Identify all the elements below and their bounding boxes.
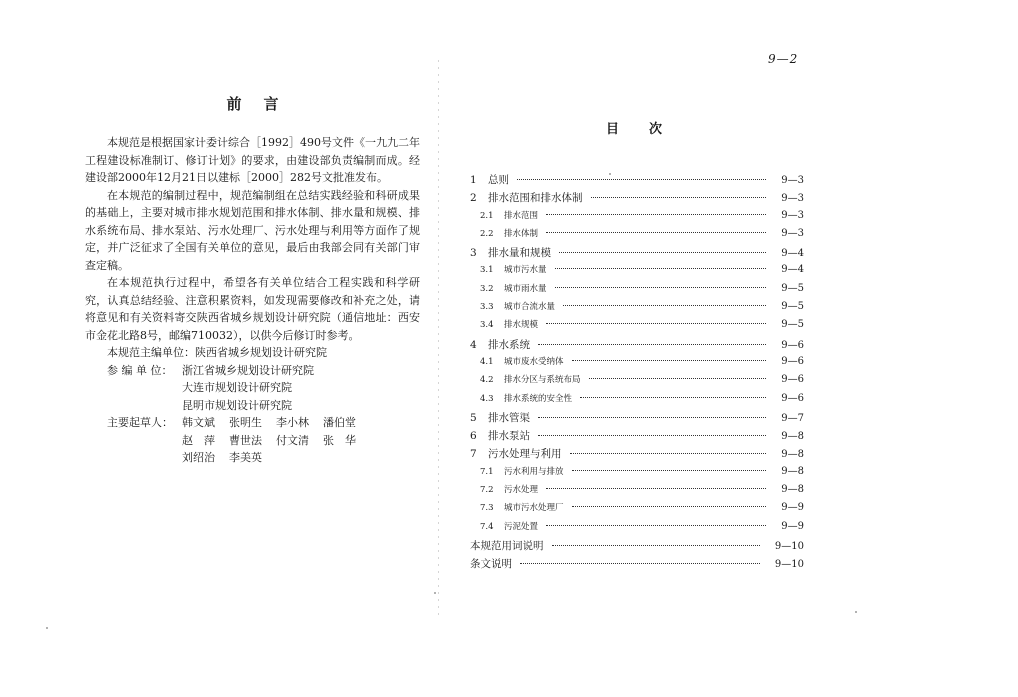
toc-entry-title: 污水处理与利用 xyxy=(488,448,562,461)
toc-entry-page: 9—6 xyxy=(781,339,804,351)
scan-speck xyxy=(46,627,48,629)
toc-entry[interactable] xyxy=(470,538,804,556)
scan-speck xyxy=(855,611,857,613)
toc-entry[interactable] xyxy=(470,446,804,464)
toc-entry-title: 排水范围 xyxy=(504,210,539,221)
toc-entry-title: 排水系统 xyxy=(488,338,530,351)
toc-entry-page: 9—8 xyxy=(781,465,804,477)
toc-leader-dots xyxy=(546,214,766,215)
preface-paragraph: 本规范是根据国家计委计综合［1992］490号文件《一九九二年工程建设标准制订、修订计划》的要求，由建设部负责编制而成。经建设部2000年12月21日以建标［2000］282号文批准发布。 xyxy=(85,136,420,184)
toc-entry-number: 7.4 xyxy=(480,521,494,532)
drafters-row xyxy=(85,414,420,467)
toc-entry-title: 排水泵站 xyxy=(488,430,530,443)
toc-leader-dots xyxy=(572,470,766,471)
toc-leader-dots xyxy=(572,360,766,361)
toc-leader-dots xyxy=(591,197,767,198)
toc-entry-title: 污水利用与排放 xyxy=(504,466,564,477)
credits-block xyxy=(85,362,420,467)
toc-entry[interactable] xyxy=(470,227,804,245)
drafters-label: 主要起草人： xyxy=(107,416,173,429)
toc-entry[interactable] xyxy=(470,282,804,300)
toc-leader-dots xyxy=(572,506,766,507)
toc-entry[interactable] xyxy=(470,337,804,355)
drafter-name: 刘绍治 xyxy=(182,451,215,464)
preface-paragraph: 在本规范执行过程中，希望各有关单位结合工程实践和科学研究，认真总结经验、注意积累资料，如发现需要修改和补充之处，请将意见和有关资料寄交陕西省城乡规划设计研究院（通信地址：西安市金花北路8号，邮编710032），以供今后修订时参考。 xyxy=(85,276,420,342)
toc-entry-page: 9—5 xyxy=(781,282,804,294)
toc-entry[interactable] xyxy=(470,172,804,190)
toc-leader-dots xyxy=(546,488,766,489)
toc-entry-page: 9—5 xyxy=(781,319,804,331)
toc-entry-page: 9—10 xyxy=(774,559,804,571)
drafter-name: 张明生 xyxy=(229,416,262,429)
toc-entry[interactable] xyxy=(470,520,804,538)
toc-entry[interactable] xyxy=(470,392,804,410)
toc-entry-number: 7.3 xyxy=(480,503,494,514)
toc-entry-title: 排水系统的安全性 xyxy=(504,393,573,404)
toc-entry-title: 排水分区与系统布局 xyxy=(504,375,581,386)
toc-entry-page: 9—6 xyxy=(781,355,804,367)
toc-entry-number: 4.2 xyxy=(480,375,494,386)
toc-entry-page: 9—3 xyxy=(781,227,804,239)
toc-entry[interactable] xyxy=(470,318,804,336)
toc-entry-number: 6 xyxy=(470,430,477,443)
toc-entry-number: 4.3 xyxy=(480,393,494,404)
toc-entry-page: 9—6 xyxy=(781,392,804,404)
toc-leader-dots xyxy=(552,545,761,546)
toc-entry-number: 2.2 xyxy=(480,228,494,239)
toc-entry-title: 污水处理 xyxy=(504,485,539,496)
toc-entry-title: 污泥处置 xyxy=(504,521,539,532)
drafter-line xyxy=(182,449,370,467)
chief-unit: 本规范主编单位：陕西省城乡规划设计研究院 xyxy=(107,346,327,359)
toc-leader-dots xyxy=(538,435,766,436)
toc-entry[interactable] xyxy=(470,190,804,208)
drafter-line xyxy=(182,414,370,432)
toc-entry-page: 9—3 xyxy=(781,175,804,186)
toc-leader-dots xyxy=(570,453,767,454)
toc-entry[interactable] xyxy=(470,263,804,281)
toc-leader-dots xyxy=(555,268,766,269)
toc-entry-title: 排水量和规模 xyxy=(488,247,551,260)
toc-entry[interactable] xyxy=(470,300,804,318)
drafter-name: 李小林 xyxy=(276,416,309,429)
toc-leader-dots xyxy=(546,232,766,233)
participating-units-row xyxy=(85,362,420,415)
table-of-contents xyxy=(470,172,804,575)
toc-entry-page: 9—7 xyxy=(781,412,804,424)
toc-entry-number: 7.2 xyxy=(480,485,494,496)
toc-entry-number: 7 xyxy=(470,448,477,461)
drafter-name: 赵 萍 xyxy=(182,433,215,447)
participating-unit: 大连市规划设计研究院 xyxy=(182,381,292,394)
toc-entry[interactable] xyxy=(470,428,804,446)
toc-entry-title: 城市雨水量 xyxy=(504,283,547,294)
scan-speck xyxy=(434,592,436,594)
toc-entry-number: 3.3 xyxy=(480,302,494,313)
toc-entry-title: 本规范用词说明 xyxy=(470,539,544,552)
toc-leader-dots xyxy=(580,397,766,398)
toc-leader-dots xyxy=(559,252,766,253)
toc-entry-number: 2.1 xyxy=(480,210,494,221)
toc-entry[interactable] xyxy=(470,209,804,227)
toc-leader-dots xyxy=(538,417,766,418)
toc-title: 目次 xyxy=(606,122,693,137)
toc-entry-page: 9—8 xyxy=(781,449,804,461)
toc-entry-number: 5 xyxy=(470,411,477,424)
toc-entry-title: 排水规模 xyxy=(504,320,539,331)
toc-leader-dots xyxy=(555,287,766,288)
toc-entry[interactable] xyxy=(470,245,804,263)
toc-entry-number: 3.1 xyxy=(480,265,494,276)
participating-units-list xyxy=(182,362,314,415)
toc-leader-dots xyxy=(520,563,760,564)
toc-entry-number: 3 xyxy=(470,247,477,260)
toc-entry-title: 总则 xyxy=(488,174,509,186)
toc-leader-dots xyxy=(546,525,766,526)
drafter-name: 潘伯堂 xyxy=(323,416,356,429)
toc-leader-dots xyxy=(546,323,766,324)
drafter-name: 李美英 xyxy=(229,451,262,464)
participating-unit: 昆明市规划设计研究院 xyxy=(182,398,292,412)
toc-entry-page: 9—10 xyxy=(774,540,804,552)
preface-paragraph: 在本规范的编制过程中，规范编制组在总结实践经验和科研成果的基础上，主要对城市排水规划范围和排水体制、排水量和规模、排水系统布局、排水泵站、污水处理厂、污水处理与利用等方面作了规定，并广泛征求了全国有关单位的意见，最后由我部会同有关部门审查定稿。 xyxy=(85,188,420,272)
toc-entry-title: 城市污水处理厂 xyxy=(504,503,564,514)
toc-entry-number: 4 xyxy=(470,338,477,351)
toc-entry-page: 9—4 xyxy=(781,264,804,276)
toc-entry-number: 2 xyxy=(470,192,477,205)
toc-entry[interactable] xyxy=(470,355,804,373)
preface-section xyxy=(85,93,420,467)
toc-entry-page: 9—8 xyxy=(781,484,804,496)
toc-entry[interactable] xyxy=(470,556,804,574)
toc-leader-dots xyxy=(517,179,766,180)
drafter-line xyxy=(182,432,370,450)
participating-label: 参 编 单 位： xyxy=(107,363,173,377)
toc-entry-number: 4.1 xyxy=(480,356,494,367)
drafter-name: 付文清 xyxy=(276,433,309,447)
toc-entry[interactable] xyxy=(470,501,804,519)
drafters-list xyxy=(182,414,370,467)
toc-entry-number: 7.1 xyxy=(480,466,494,477)
participating-unit: 浙江省城乡规划设计研究院 xyxy=(182,363,314,377)
drafter-name: 曹世法 xyxy=(229,433,262,447)
toc-entry-page: 9—3 xyxy=(781,209,804,221)
toc-entry-title: 条文说明 xyxy=(470,558,512,571)
toc-entry[interactable] xyxy=(470,410,804,428)
toc-entry-number: 1 xyxy=(470,174,477,186)
toc-entry-number: 3.4 xyxy=(480,320,494,331)
toc-entry-title: 城市废水受纳体 xyxy=(504,356,564,367)
toc-entry-title: 排水范围和排水体制 xyxy=(488,192,583,205)
toc-entry-page: 9—9 xyxy=(781,520,804,532)
toc-leader-dots xyxy=(589,378,766,379)
preface-title: 前言 xyxy=(226,95,301,113)
toc-entry[interactable] xyxy=(470,483,804,501)
toc-leader-dots xyxy=(538,344,766,345)
drafter-name: 韩文斌 xyxy=(182,416,215,429)
toc-leader-dots xyxy=(563,305,766,306)
toc-entry-page: 9—5 xyxy=(781,301,804,313)
toc-entry-title: 城市污水量 xyxy=(504,265,547,276)
page-gutter-divider xyxy=(438,60,439,620)
toc-entry-title: 排水管渠 xyxy=(488,411,530,424)
toc-entry[interactable] xyxy=(470,373,804,391)
toc-entry-page: 9—8 xyxy=(781,431,804,443)
toc-entry-number: 3.2 xyxy=(480,283,494,294)
toc-entry-page: 9—9 xyxy=(781,502,804,514)
page-number: 9—2 xyxy=(768,52,799,66)
toc-entry-title: 排水体制 xyxy=(504,228,539,239)
toc-entry[interactable] xyxy=(470,465,804,483)
toc-entry-page: 9—4 xyxy=(781,248,804,260)
toc-entry-page: 9—6 xyxy=(781,374,804,386)
drafter-name: 张 华 xyxy=(323,433,356,447)
toc-entry-title: 城市合流水量 xyxy=(504,302,556,313)
toc-entry-page: 9—3 xyxy=(781,193,804,205)
